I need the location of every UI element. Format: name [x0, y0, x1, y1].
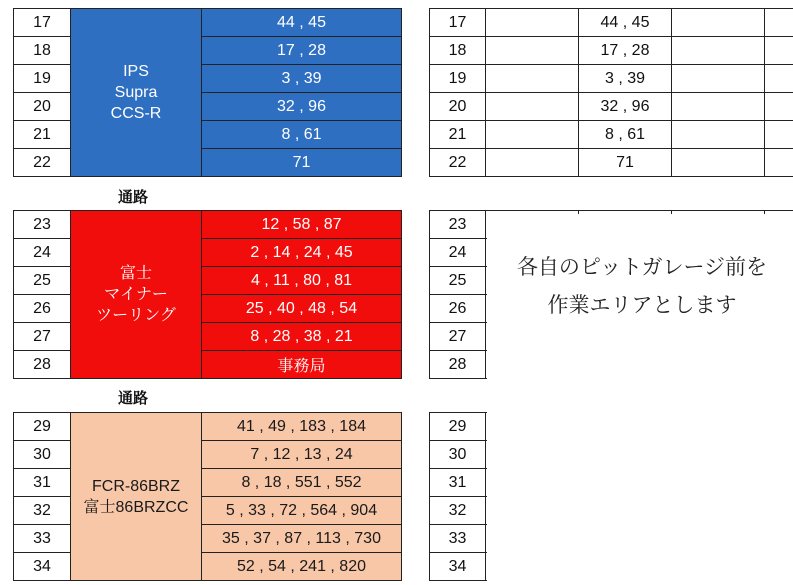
pit-number: 20 — [14, 93, 71, 121]
note-line: 作業エリアとします — [547, 293, 737, 317]
pit-number: 29 — [430, 413, 486, 441]
pit-number: 31 — [430, 469, 486, 497]
car-numbers: 事務局 — [202, 351, 402, 379]
class-label-line: ツーリング — [96, 307, 176, 324]
work-table-block-1 — [429, 8, 793, 177]
pit-number: 30 — [430, 441, 486, 469]
pit-number: 25 — [14, 267, 71, 295]
pit-number: 18 — [430, 37, 486, 65]
class-label-line: マイナー — [104, 286, 168, 303]
pit-number: 24 — [14, 239, 71, 267]
car-numbers: 25 , 40 , 48 , 54 — [202, 295, 402, 323]
work-area-note — [491, 248, 793, 324]
car-numbers: 12 , 58 , 87 — [202, 211, 402, 239]
pit-number: 32 — [14, 497, 71, 525]
car-numbers: 2 , 14 , 24 , 45 — [202, 239, 402, 267]
pit-number: 19 — [430, 65, 486, 93]
car-numbers: 71 — [579, 149, 672, 177]
class-label-line: 富士86BRZCC — [83, 498, 189, 516]
car-numbers: 7 , 12 , 13 , 24 — [202, 441, 402, 469]
pit-table-group-1 — [13, 8, 402, 177]
car-numbers: 71 — [202, 149, 402, 177]
pit-number: 18 — [14, 37, 71, 65]
pit-number: 26 — [14, 295, 71, 323]
class-label-line: IPS — [123, 63, 149, 80]
pit-number: 20 — [430, 93, 486, 121]
car-numbers: 4 , 11 , 80 , 81 — [202, 267, 402, 295]
pit-number: 34 — [430, 553, 486, 581]
class-label-line: CCS-R — [110, 105, 162, 122]
car-numbers: 3 , 39 — [202, 65, 402, 93]
pit-number: 33 — [430, 525, 486, 553]
pit-table-group-3 — [13, 412, 402, 581]
car-numbers: 8 , 61 — [202, 121, 402, 149]
car-numbers: 35 , 37 , 87 , 113 , 730 — [202, 525, 402, 553]
note-line: 各自のピットガレージ前を — [516, 255, 768, 279]
car-numbers: 8 , 61 — [579, 121, 672, 149]
pit-number: 23 — [430, 211, 486, 239]
pit-number: 17 — [430, 9, 486, 37]
pit-number: 27 — [14, 323, 71, 351]
class-label-line: Supra — [114, 84, 158, 101]
pit-table-group-2 — [13, 210, 402, 379]
pit-number: 26 — [430, 295, 486, 323]
car-numbers: 8 , 18 , 551 , 552 — [202, 469, 402, 497]
aisle-label: 通路 — [118, 189, 149, 206]
class-label-line: FCR-86BRZ — [91, 477, 180, 495]
pit-number: 22 — [430, 149, 486, 177]
pit-number: 28 — [14, 351, 71, 379]
pit-number: 21 — [14, 121, 71, 149]
pit-number: 30 — [14, 441, 71, 469]
class-label — [71, 9, 202, 177]
class-label — [71, 211, 202, 379]
pit-number: 27 — [430, 323, 486, 351]
car-numbers: 32 , 96 — [579, 93, 672, 121]
pit-number: 24 — [430, 239, 486, 267]
pit-number: 32 — [430, 497, 486, 525]
car-numbers: 8 , 28 , 38 , 21 — [202, 323, 402, 351]
pit-number: 34 — [14, 553, 71, 581]
car-numbers: 3 , 39 — [579, 65, 672, 93]
car-numbers: 17 , 28 — [579, 37, 672, 65]
pit-number: 29 — [14, 413, 71, 441]
class-label-line: 富士 — [119, 265, 152, 282]
car-numbers: 52 , 54 , 241 , 820 — [202, 553, 402, 581]
car-numbers: 5 , 33 , 72 , 564 , 904 — [202, 497, 402, 525]
car-numbers: 44 , 45 — [579, 9, 672, 37]
car-numbers: 44 , 45 — [202, 9, 402, 37]
pit-number: 22 — [14, 149, 71, 177]
car-numbers: 17 , 28 — [202, 37, 402, 65]
class-label — [71, 413, 202, 581]
car-numbers: 41 , 49 , 183 , 184 — [202, 413, 402, 441]
pit-number: 17 — [14, 9, 71, 37]
car-numbers: 32 , 96 — [202, 93, 402, 121]
pit-number: 31 — [14, 469, 71, 497]
pit-number: 33 — [14, 525, 71, 553]
pit-number: 23 — [14, 211, 71, 239]
pit-number: 25 — [430, 267, 486, 295]
aisle-label: 通路 — [118, 390, 149, 407]
pit-number: 28 — [430, 351, 486, 379]
pit-number: 21 — [430, 121, 486, 149]
pit-number: 19 — [14, 65, 71, 93]
